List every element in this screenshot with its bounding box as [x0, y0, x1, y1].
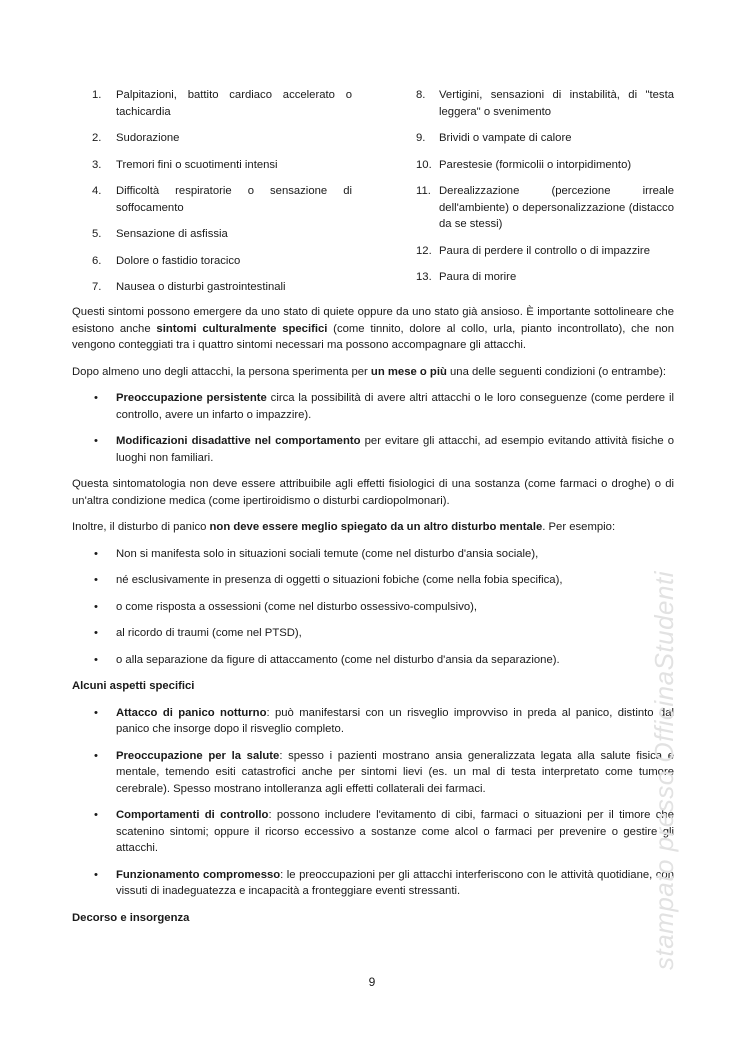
list-number: 2.	[92, 132, 102, 144]
bullet-text: o alla separazione da figure di attaccamento (come nel disturbo d'ansia da separazione).	[116, 653, 560, 666]
text: : possono includere l'evitamento di cibi, farmaci o situazioni per il timore che scatenino sintomi; oppure il ricorso eccessivo a sostanze come alcol o farmaci per prevenire o gestire gli attacchi.	[116, 809, 674, 854]
text: : spesso i pazienti mostrano ansia generalizzata legata alla salute fisica e mentale, temendo esiti catastrofici anche per sintomi lievi (es. un mal di testa interpretato come tumore cerebrale). Spesso mostrano intolleranza agli effetti collaterali dei farmaci.	[116, 749, 674, 795]
bullet-text	[116, 433, 674, 466]
bullet-item	[72, 867, 674, 900]
list-text: Difficoltà respiratorie o sensazione di soffocamento	[116, 185, 352, 214]
paragraph-post-attack	[72, 364, 674, 381]
paragraph-differential	[72, 519, 674, 536]
list-item	[416, 87, 674, 120]
bullet-item	[72, 546, 674, 563]
text: : può manifestarsi con un risveglio improvviso in preda al panico, distinto dal panico che insorge dopo il risveglio completo.	[116, 706, 674, 735]
paragraph-symptom-onset	[72, 304, 674, 354]
bullet-icon: •	[94, 600, 98, 613]
bullet-text	[116, 748, 674, 798]
bullet-icon: •	[94, 547, 98, 560]
paragraph-exclusion-substance: Questa sintomatologia non deve essere attribuibile agli effetti fisiologici di una sostanza (come farmaci o droghe) o di un'altra condizione medica (come ipertiroidismo o disturbi cardiopolmonari).	[72, 478, 674, 507]
bullet-text	[116, 705, 674, 738]
text: : le preoccupazioni per gli attacchi interferiscono con le attività quotidiane, con vissuti di inadeguatezza e incapacità a fronteggiare eventi stressanti.	[116, 868, 674, 897]
bullet-icon: •	[94, 809, 98, 821]
emphasis: Preoccupazione per la salute	[116, 749, 280, 762]
bullet-text	[116, 867, 674, 900]
list-item	[72, 87, 352, 120]
emphasis: Modificazioni disadattive nel comportamento	[116, 435, 361, 447]
bullet-text: al ricordo di traumi (come nel PTSD),	[116, 627, 302, 639]
text: per evitare gli attacchi, ad esempio evitando attività fisiche o luoghi non familiari.	[116, 435, 674, 464]
emphasis: non deve essere meglio spiegato da un altro disturbo mentale	[209, 521, 543, 533]
bullet-item	[72, 705, 674, 738]
bullet-icon: •	[94, 706, 98, 719]
bullet-item	[72, 807, 674, 857]
list-number: 7.	[92, 281, 102, 293]
document-body	[72, 304, 674, 936]
list-text: Paura di morire	[439, 271, 517, 283]
list-text: Derealizzazione (percezione irreale dell'ambiente) o depersonalizzazione (distacco da se stessi)	[439, 185, 674, 230]
list-number: 1.	[92, 89, 102, 101]
list-item	[72, 130, 352, 147]
emphasis: Attacco di panico notturno	[116, 706, 267, 719]
list-item	[416, 243, 674, 260]
bullet-item	[72, 572, 674, 589]
text: Inoltre, il disturbo di panico	[72, 521, 210, 533]
bullet-text: Non si manifesta solo in situazioni sociali temute (come nel disturbo d'ansia sociale),	[116, 547, 539, 560]
bullet-item	[72, 652, 674, 669]
list-number: 10.	[416, 158, 432, 171]
bullet-icon: •	[94, 627, 98, 639]
list-number: 12.	[416, 244, 432, 257]
bullet-item	[72, 748, 674, 798]
list-text: Sensazione di asfissia	[116, 228, 228, 240]
bullet-icon: •	[94, 749, 98, 762]
list-text: Parestesie (formicolii o intorpidimento)	[439, 158, 632, 171]
list-number: 4.	[92, 185, 102, 197]
bullet-icon: •	[94, 574, 98, 586]
list-number: 6.	[92, 254, 102, 267]
bullet-text	[116, 390, 674, 423]
list-item	[416, 130, 674, 147]
text: una delle seguenti condizioni (o entrambe):	[446, 365, 667, 378]
list-number: 5.	[92, 228, 102, 240]
bullet-text	[116, 807, 674, 857]
list-text: Sudorazione	[116, 132, 180, 144]
list-number: 3.	[92, 158, 102, 171]
list-number: 13.	[416, 271, 432, 283]
symptom-list-left	[72, 87, 352, 306]
bullet-item	[72, 625, 674, 642]
list-item	[72, 253, 352, 270]
bullet-icon: •	[94, 435, 98, 447]
emphasis: Preoccupazione persistente	[116, 392, 267, 404]
list-text: Brividi o vampate di calore	[439, 132, 572, 144]
list-item	[72, 157, 352, 174]
bullet-item	[72, 433, 674, 466]
list-item	[72, 183, 352, 216]
text: Questi sintomi possono emergere da uno stato di quiete oppure da uno stato già ansioso. È importante sottolineare che esistono anche	[72, 306, 674, 335]
page-number: 9	[368, 975, 376, 989]
emphasis: sintomi culturalmente specifici	[156, 322, 328, 335]
list-text: Paura di perdere il controllo o di impazzire	[439, 244, 650, 257]
symptom-list-right	[416, 87, 674, 296]
bullet-text: o come risposta a ossessioni (come nel disturbo ossessivo-compulsivo),	[116, 600, 478, 613]
list-number: 11.	[416, 185, 431, 197]
watermark: stampato presso OfficinaStudenti	[649, 571, 679, 970]
list-item	[72, 226, 352, 243]
text: (come tinnito, dolore al collo, urla, pianto incontrollato), che non vengono conteggiati tra i quattro sintomi necessari ma possono accompagnare gli attacchi.	[72, 322, 674, 351]
emphasis: un mese o più	[370, 365, 447, 378]
list-item	[416, 157, 674, 174]
list-text: Tremori fini o scuotimenti intensi	[116, 158, 278, 171]
list-number: 9.	[416, 132, 426, 144]
list-item	[72, 279, 352, 296]
emphasis: Funzionamento compromesso	[116, 868, 281, 881]
bullet-icon: •	[94, 868, 98, 881]
list-number: 8.	[416, 89, 426, 101]
list-text: Dolore o fastidio toracico	[116, 254, 241, 267]
text: Dopo almeno uno degli attacchi, la persona sperimenta per	[72, 365, 371, 378]
section-heading: Alcuni aspetti specifici	[72, 680, 195, 692]
bullet-icon: •	[94, 653, 98, 666]
list-text: Nausea o disturbi gastrointestinali	[116, 281, 286, 293]
bullet-text: né esclusivamente in presenza di oggetti o situazioni fobiche (come nella fobia specifica),	[116, 574, 563, 586]
section-heading: Decorso e insorgenza	[72, 911, 190, 924]
text: circa la possibilità di avere altri attacchi o le loro conseguenze (come perdere il controllo, avere un infarto o impazzire).	[116, 392, 674, 421]
list-text: Vertigini, sensazioni di instabilità, di "testa leggera" o svenimento	[439, 89, 674, 118]
list-text: Palpitazioni, battito cardiaco accelerato o tachicardia	[116, 89, 352, 118]
bullet-item	[72, 599, 674, 616]
list-item	[416, 183, 674, 233]
list-item	[416, 269, 674, 286]
bullet-item	[72, 390, 674, 423]
text: . Per esempio:	[542, 521, 616, 533]
emphasis: Comportamenti di controllo	[116, 809, 269, 821]
bullet-icon: •	[94, 392, 98, 404]
